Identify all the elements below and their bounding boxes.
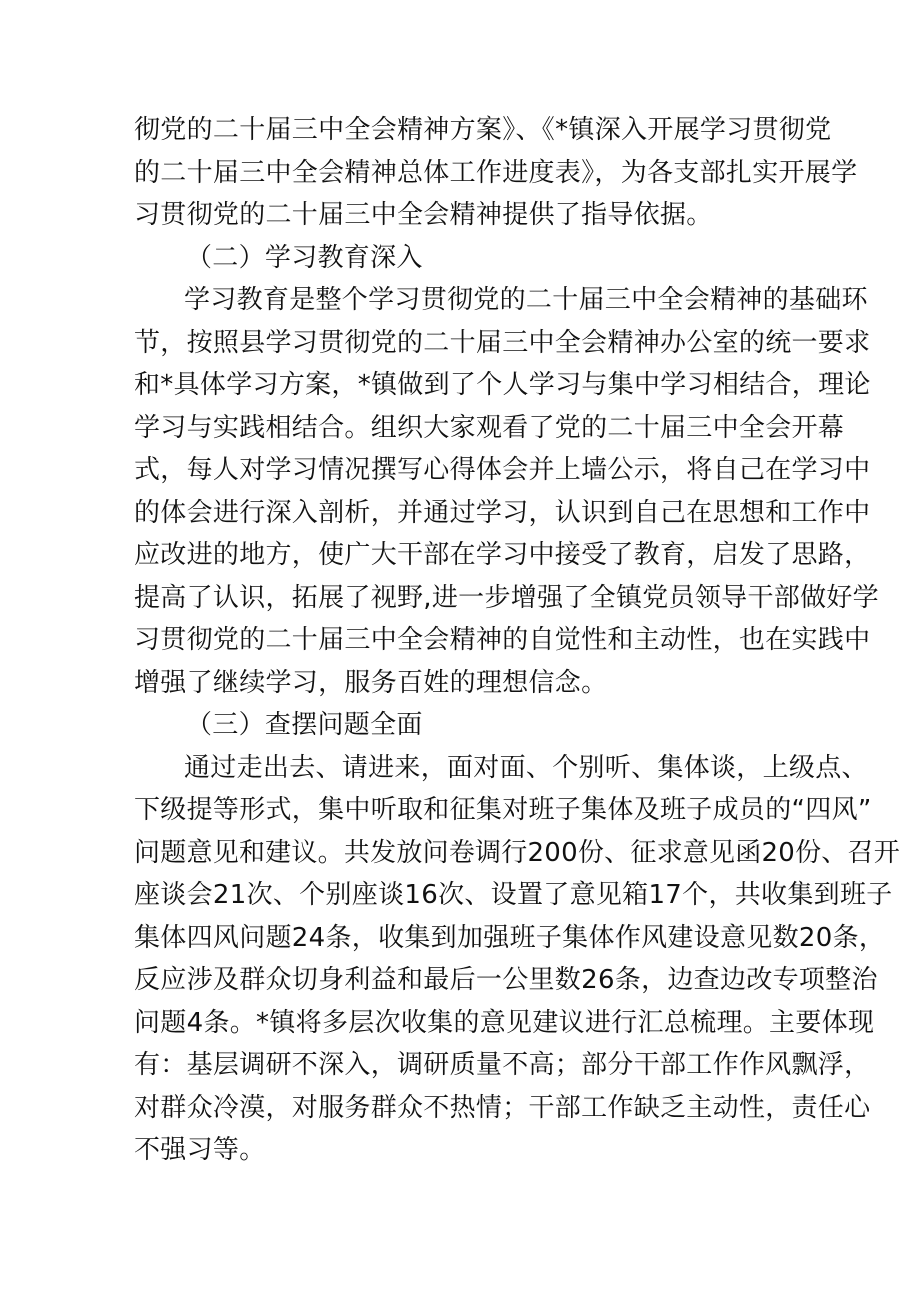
text-line: 座谈会21次、个别座谈16次、设置了意见箱17个，共收集到班子 xyxy=(134,880,893,910)
text-line: 增强了继续学习，服务百姓的理想信念。 xyxy=(134,668,608,698)
text-line: 的二十届三中全会精神总体工作进度表》，为各支部扎实开展学 xyxy=(134,158,858,188)
text-line: 有：基层调研不深入，调研质量不高；部分干部工作作风飘浮， xyxy=(134,1050,871,1080)
text-line: 集体四风问题24条，收集到加强班子集体作风建设意见数20条， xyxy=(134,923,886,953)
text-line: 和*具体学习方案，*镇做到了个人学习与集中学习相结合，理论 xyxy=(134,370,871,400)
text-line: 反应涉及群众切身利益和最后一公里数26条，边查边改专项整治 xyxy=(134,965,878,995)
text-line: 节，按照县学习贯彻党的二十届三中全会精神办公室的统一要求 xyxy=(134,328,871,358)
text-line: 提高了认识，拓展了视野,进一步增强了全镇党员领导干部做好学 xyxy=(134,583,879,613)
text-line: 学习与实践相结合。组织大家观看了党的二十届三中全会开幕 xyxy=(134,413,845,443)
text-line: 通过走出去、请进来，面对面、个别听、集体谈，上级点、 xyxy=(184,753,868,783)
text-line: 彻党的二十届三中全会精神方案》、《*镇深入开展学习贯彻党 xyxy=(134,115,832,145)
text-line: 学习教育是整个学习贯彻党的二十届三中全会精神的基础环 xyxy=(184,285,868,315)
text-line: 问题4条。*镇将多层次收集的意见建议进行汇总梳理。主要体现 xyxy=(134,1008,875,1038)
text-line: 应改进的地方，使广大干部在学习中接受了教育，启发了思路， xyxy=(134,540,871,570)
section-heading: （三）查摆问题全面 xyxy=(186,710,423,740)
text-line: 不强习等。 xyxy=(134,1135,266,1165)
text-line: 习贯彻党的二十届三中全会精神提供了指导依据。 xyxy=(134,200,713,230)
text-line: 的体会进行深入剖析，并通过学习，认识到自己在思想和工作中 xyxy=(134,498,871,528)
section-heading: （二）学习教育深入 xyxy=(186,243,423,273)
text-line: 问题意见和建议。共发放问卷调行200份、征求意见函20份、召开 xyxy=(134,838,901,868)
text-line: 习贯彻党的二十届三中全会精神的自觉性和主动性，也在实践中 xyxy=(134,625,871,655)
text-line: 式，每人对学习情况撰写心得体会并上墙公示，将自己在学习中 xyxy=(134,455,871,485)
text-line: 对群众冷漠，对服务群众不热情；干部工作缺乏主动性，责任心 xyxy=(134,1093,871,1123)
text-line: 下级提等形式，集中听取和征集对班子集体及班子成员的“四风” xyxy=(134,795,872,825)
